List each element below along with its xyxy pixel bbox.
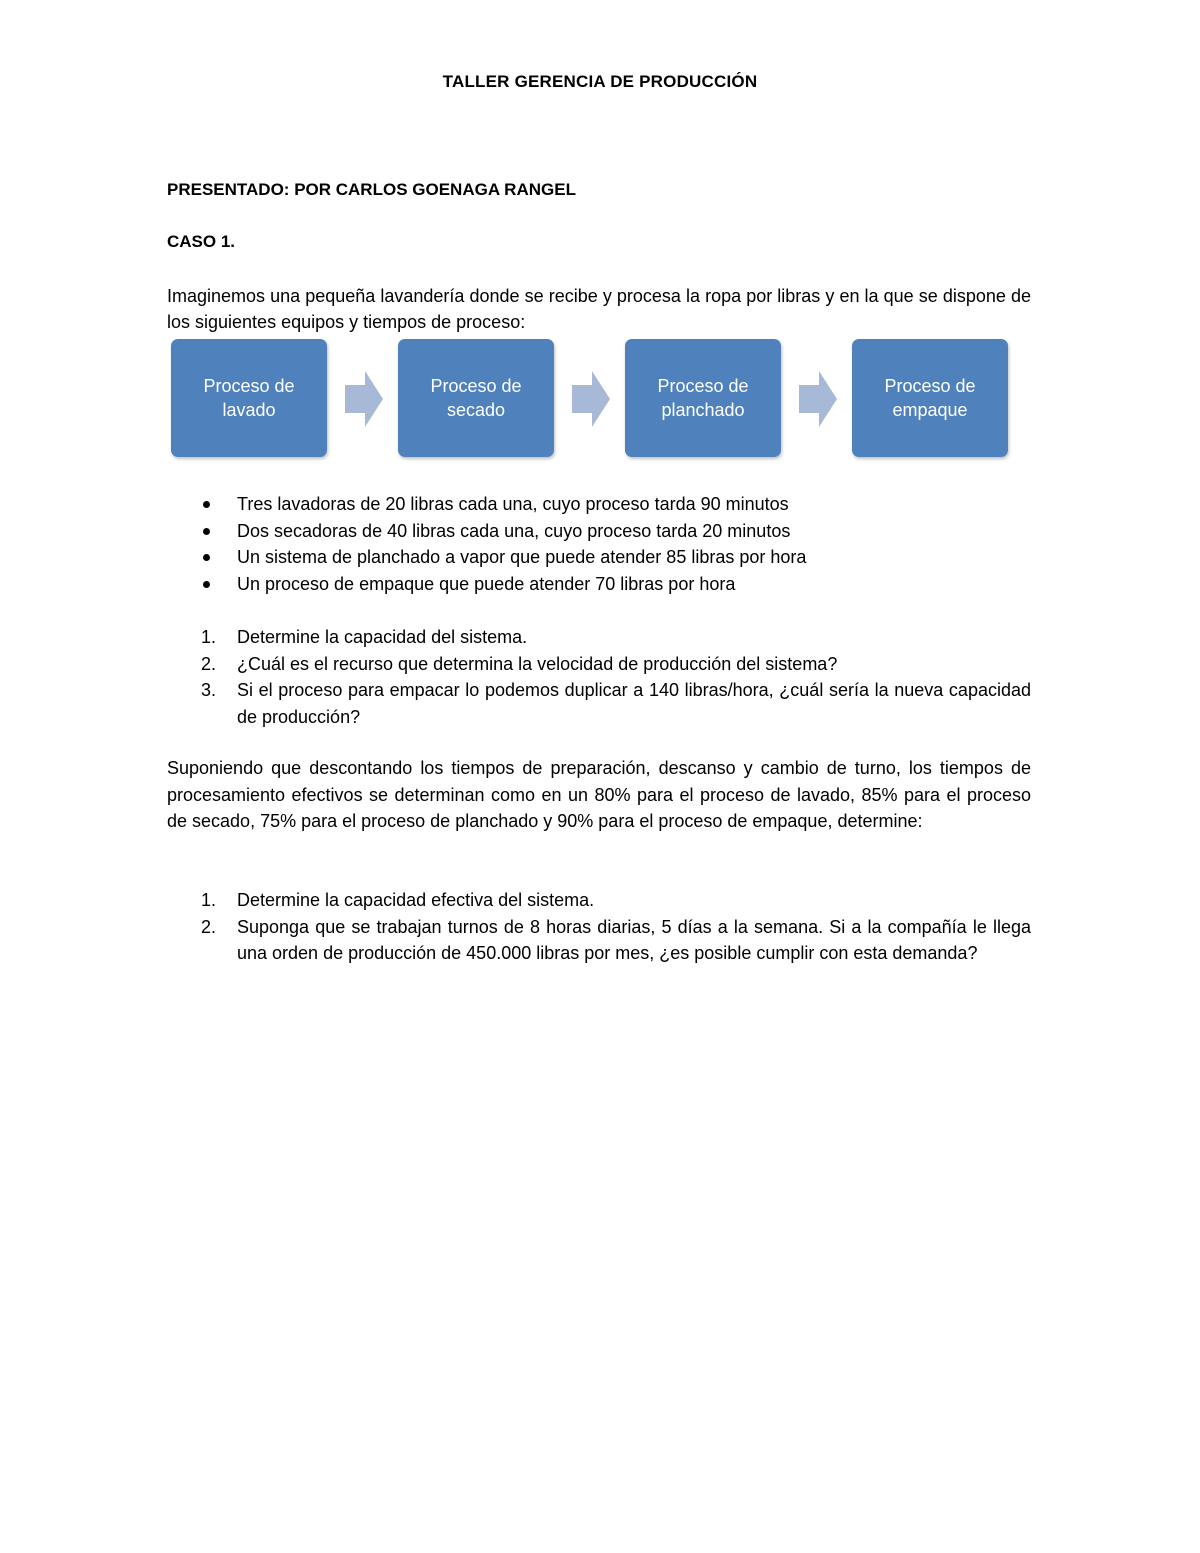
questions-list-2 [167,887,1031,967]
list-item [167,518,1037,545]
process-step-label: Proceso de empaque [884,376,976,420]
list-item-text: Si el proceso para empacar lo podemos duplicar a 140 libras/hora, ¿cuál sería la nueva capacidad de producción? [237,680,1031,727]
bullet-icon [203,554,210,561]
list-item-text: Determine la capacidad efectiva del sistema. [237,890,595,910]
case-heading: CASO 1. [167,232,236,251]
process-step-label: Proceso de planchado [657,376,749,420]
bullet-icon [203,501,210,508]
bullet-icon [203,581,210,588]
process-step-ironing [625,339,781,457]
list-item [167,491,1037,518]
right-arrow-icon [345,371,383,427]
process-flow-diagram [171,337,1013,461]
bullet-icon [203,528,210,535]
list-item-text: Un sistema de planchado a vapor que puede atender 85 libras por hora [237,547,807,567]
process-step-washing [171,339,327,457]
list-number: 1. [201,627,217,647]
right-arrow-icon [572,371,610,427]
list-item [167,887,1031,914]
list-item [167,914,1031,967]
presented-by: PRESENTADO: POR CARLOS GOENAGA RANGEL [167,180,576,199]
list-item [167,544,1037,571]
list-number: 2. [201,916,217,937]
list-item [167,651,1031,678]
process-step-label: Proceso de lavado [203,376,295,420]
document-title: TALLER GERENCIA DE PRODUCCIÓN [442,72,758,91]
questions-list-1 [167,624,1031,730]
list-item-text: Determine la capacidad del sistema. [237,627,528,647]
equipment-list [167,491,1037,597]
list-number: 3. [201,680,217,700]
list-number: 1. [201,890,217,910]
intro-paragraph: Imaginemos una pequeña lavandería donde se recibe y procesa la ropa por libras y en la que se dispone de los siguientes equipos y tiempos de proceso: [167,286,1031,332]
list-item-text: Suponga que se trabajan turnos de 8 horas diarias, 5 días a la semana. Si a la compañía le llega una orden de producción de 450.000 libras por mes, ¿es posible cumplir con esta demanda? [237,916,1031,963]
list-item-text: Un proceso de empaque que puede atender 70 libras por hora [237,573,736,594]
list-item-text: Tres lavadoras de 20 libras cada una, cuyo proceso tarda 90 minutos [237,494,789,514]
list-item [167,677,1031,730]
right-arrow-icon [799,371,837,427]
list-item [167,571,1037,598]
process-step-label: Proceso de secado [430,376,522,420]
list-item [167,624,1031,651]
efficiency-paragraph: Suponiendo que descontando los tiempos de preparación, descanso y cambio de turno, los tiempos de procesamiento efectivos se determinan como en un 80% para el proceso de lavado, 85% para el proceso de secado, 75% para el proceso de planchado y 90% para el proceso de empaque, determine: [167,758,1031,831]
process-step-packing [852,339,1008,457]
list-item-text: ¿Cuál es el recurso que determina la velocidad de producción del sistema? [237,653,838,674]
list-number: 2. [201,653,217,674]
list-item-text: Dos secadoras de 40 libras cada una, cuyo proceso tarda 20 minutos [237,520,791,541]
process-step-drying [398,339,554,457]
